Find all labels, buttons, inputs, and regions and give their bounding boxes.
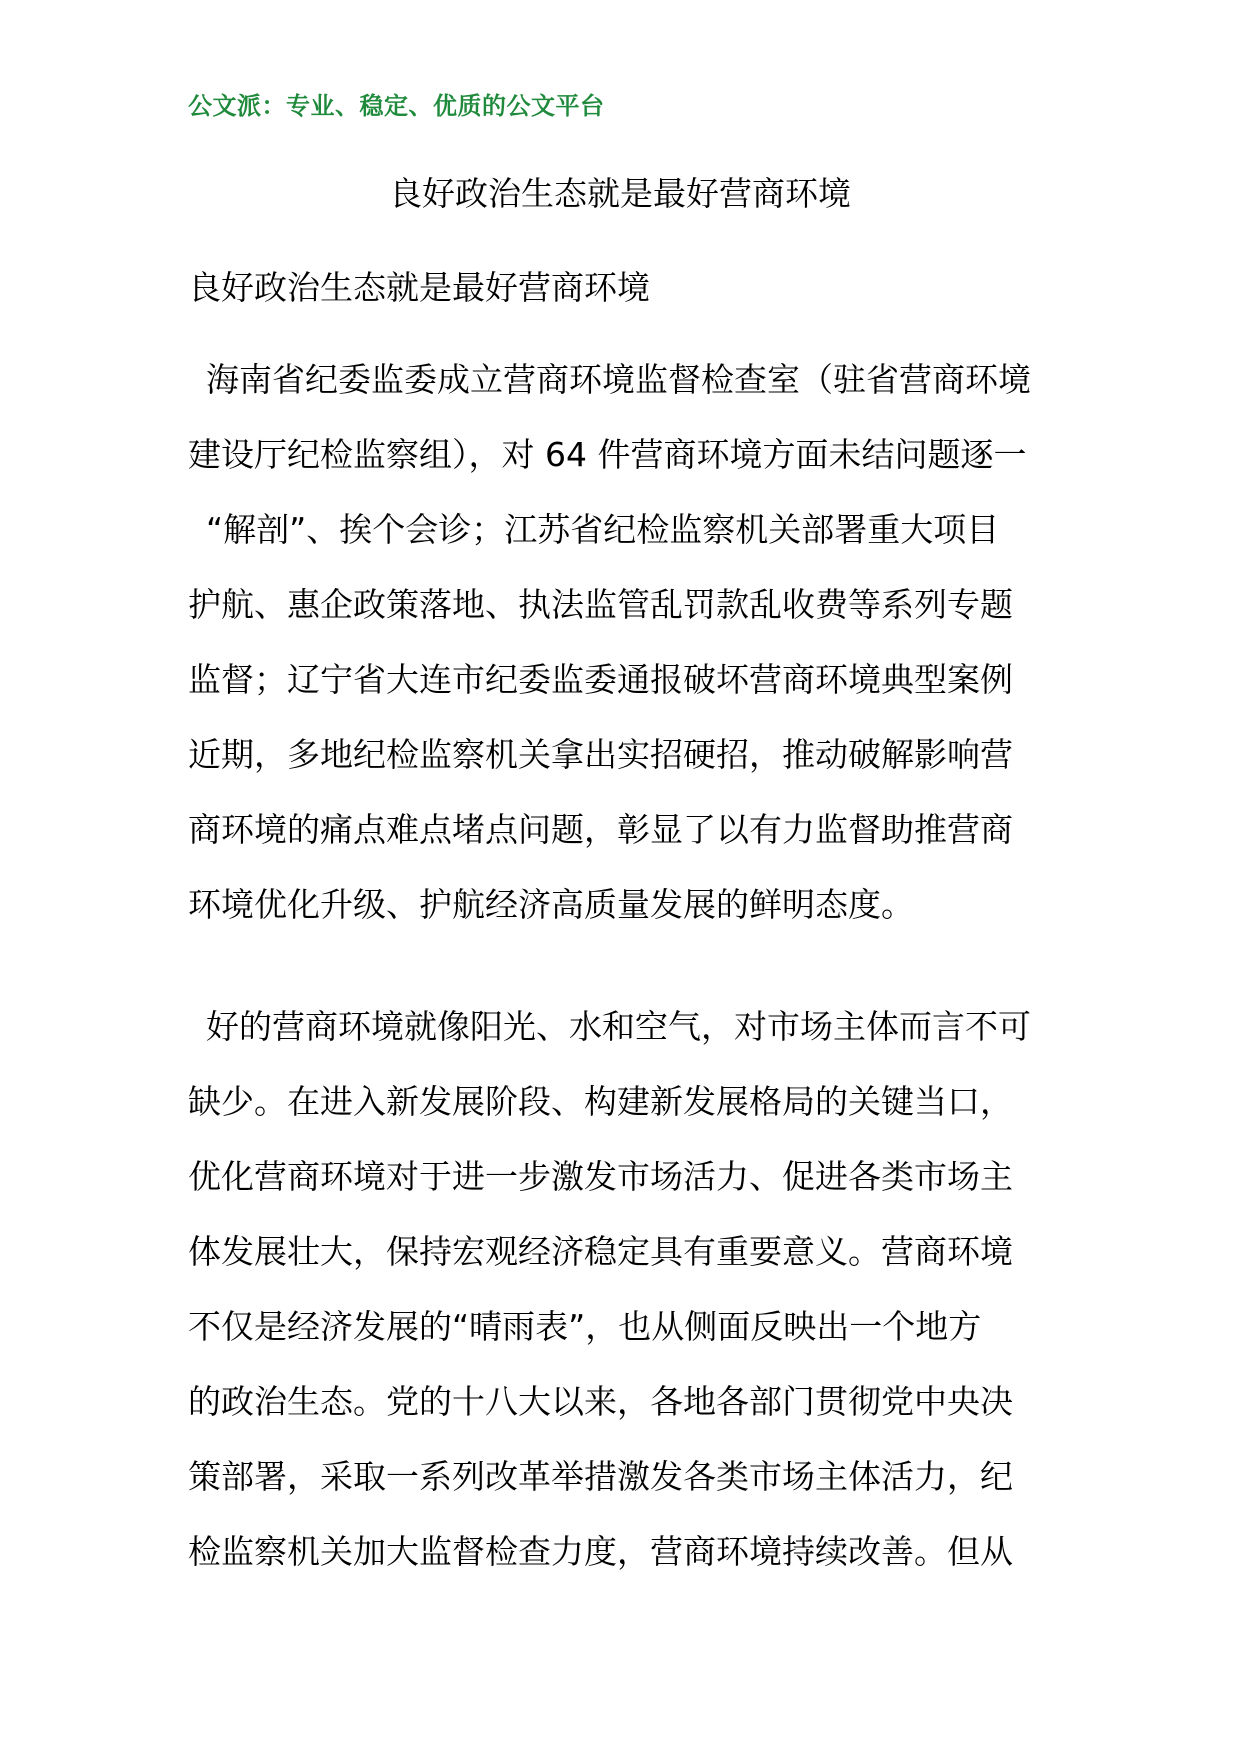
paragraph-2 <box>188 1003 1058 1603</box>
text-line: 体发展壮大，保持宏观经济稳定具有重要意义。营商环境 <box>188 1232 1013 1271</box>
text-line: 护航、惠企政策落地、执法监管乱罚款乱收费等系列专题 <box>188 585 1013 624</box>
text-line: 近期，多地纪检监察机关拿出实招硬招，推动破解影响营 <box>188 735 1013 774</box>
text-line: 检监察机关加大监督检查力度，营商环境持续改善。但从 <box>188 1532 1013 1571</box>
brand-header: 公文派：专业、稳定、优质的公文平台 <box>188 92 605 120</box>
text-line: 优化营商环境对于进一步激发市场活力、促进各类市场主 <box>188 1157 1013 1196</box>
document-subtitle: 良好政治生态就是最好营商环境 <box>188 268 650 307</box>
text-line: 海南省纪委监委成立营商环境监督检查室（驻省营商环境 <box>206 360 1031 399</box>
text-line: 不仅是经济发展的“晴雨表”，也从侧面反映出一个地方 <box>188 1307 982 1346</box>
text-line: 环境优化升级、护航经济高质量发展的鲜明态度。 <box>188 885 914 924</box>
document-title: 良好政治生态就是最好营商环境 <box>389 174 851 213</box>
text-line: 策部署，采取一系列改革举措激发各类市场主体活力，纪 <box>188 1457 1013 1496</box>
document-body <box>188 356 1058 1603</box>
text-line: 缺少。在进入新发展阶段、构建新发展格局的关键当口， <box>188 1082 1013 1121</box>
text-line: 好的营商环境就像阳光、水和空气，对市场主体而言不可 <box>206 1007 1031 1046</box>
paragraph-1 <box>188 356 1058 956</box>
paragraph-spacer <box>188 956 1058 1003</box>
text-line: “解剖”、挨个会诊；江苏省纪检监察机关部署重大项目 <box>206 510 1000 549</box>
text-line: 监督；辽宁省大连市纪委监委通报破坏营商环境典型案例 <box>188 660 1013 699</box>
text-line: 的政治生态。党的十八大以来，各地各部门贯彻党中央决 <box>188 1382 1013 1421</box>
text-line: 商环境的痛点难点堵点问题，彰显了以有力监督助推营商 <box>188 810 1013 849</box>
text-line: 建设厅纪检监察组），对 64 件营商环境方面未结问题逐一 <box>188 435 1027 474</box>
